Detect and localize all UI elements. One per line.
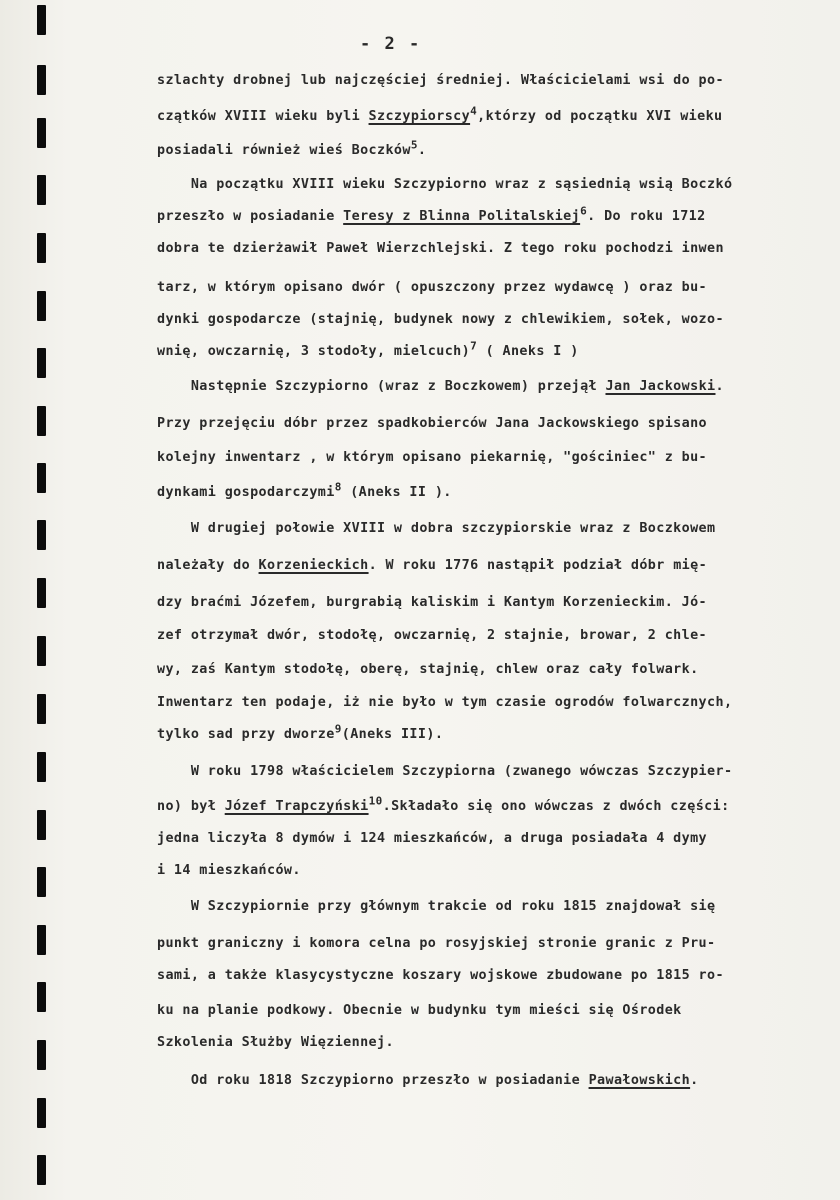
- text-line: [157, 104, 723, 126]
- page-number: - 2 -: [360, 34, 422, 54]
- text-run: punkt graniczny i komora celna po rosyjskiej stronie granic z Pru-: [157, 936, 716, 951]
- text-run: Na początku XVIII wieku Szczypiorno wraz z sąsiednią wsią Boczkó: [157, 177, 733, 192]
- text-run: wnię, owczarnię, 3 stodoły, mielcuch): [157, 344, 471, 359]
- underlined-name: Korzenieckich: [258, 558, 369, 573]
- binding-hole: [37, 578, 46, 608]
- text-line: [157, 862, 301, 880]
- text-line: [157, 279, 707, 297]
- text-line: [157, 627, 707, 645]
- text-line: [157, 480, 452, 502]
- text-run: .: [690, 1073, 699, 1088]
- text-line: [157, 722, 444, 744]
- text-run: sami, a także klasycystyczne koszary wojskowe zbudowane po 1815 ro-: [157, 968, 724, 983]
- text-run: Szkolenia Służby Więziennej.: [157, 1035, 394, 1050]
- binding-hole: [37, 1098, 46, 1128]
- text-line: [157, 661, 699, 679]
- binding-hole: [37, 65, 46, 95]
- text-run: .: [417, 143, 427, 158]
- text-run: W roku 1798 właścicielem Szczypiorna (zwanego wówczas Szczypier-: [157, 764, 733, 779]
- text-run: szlachty drobnej lub najczęściej średniej. Właścicielami wsi do po-: [157, 73, 724, 88]
- underlined-name: Teresy z Blinna Politalskiej: [343, 209, 581, 224]
- text-line: [157, 830, 707, 848]
- binding-hole: [37, 463, 46, 493]
- binding-hole: [37, 348, 46, 378]
- text-line: [157, 1002, 682, 1020]
- text-line: [157, 138, 427, 160]
- binding-hole: [37, 406, 46, 436]
- text-line: [157, 794, 730, 816]
- footnote-marker: 10: [368, 794, 383, 808]
- binding-hole: [37, 520, 46, 550]
- text-run: dynkami gospodarczymi: [157, 485, 335, 500]
- text-run: zef otrzymał dwór, stodołę, owczarnię, 2 stajnie, browar, 2 chle-: [157, 628, 708, 643]
- underlined-name: Szczypiorscy: [368, 109, 471, 124]
- text-run: .Składało się ono wówczas z dwóch części:: [382, 799, 730, 814]
- binding-hole: [37, 810, 46, 840]
- text-run: dynki gospodarcze (stajnię, budynek nowy z chlewikiem, sołek, wozo-: [157, 312, 724, 327]
- text-run: W Szczypiornie przy głównym trakcie od roku 1815 znajdował się: [157, 899, 716, 914]
- text-run: ( Aneks I ): [477, 344, 579, 359]
- text-run: W drugiej połowie XVIII w dobra szczypiorskie wraz z Boczkowem: [157, 521, 716, 536]
- text-line: [157, 339, 579, 361]
- binding-hole: [37, 1040, 46, 1070]
- footnote-marker: 8: [334, 480, 342, 494]
- text-run: dzy braćmi Józefem, burgrabią kaliskim i Kantym Korzenieckim. Jó-: [157, 595, 708, 610]
- text-run: Następnie Szczypiorno (wraz z Boczkowem) przejął: [157, 379, 606, 394]
- text-run: dobra te dzierżawił Paweł Wierzchlejski. Z tego roku pochodzi inwen: [157, 241, 724, 256]
- text-run: (Aneks III).: [341, 727, 444, 742]
- text-line: [157, 898, 715, 916]
- binding-hole: [37, 867, 46, 897]
- binding-hole: [37, 175, 46, 205]
- text-line: [157, 1072, 699, 1090]
- binding-hole: [37, 5, 46, 35]
- text-line: [157, 204, 706, 226]
- text-line: [157, 311, 724, 329]
- binding-hole: [37, 752, 46, 782]
- text-run: i 14 mieszkańców.: [157, 863, 301, 878]
- text-line: [157, 176, 732, 194]
- text-line: [157, 557, 707, 575]
- text-line: [157, 378, 724, 396]
- text-run: . Do roku 1712: [587, 209, 706, 224]
- text-run: (Aneks II ).: [341, 485, 452, 500]
- text-line: [157, 1034, 394, 1052]
- text-run: no) był: [157, 799, 225, 814]
- text-line: [157, 694, 732, 712]
- binding-hole: [37, 291, 46, 321]
- text-line: [157, 72, 724, 90]
- text-run: kolejny inwentarz , w którym opisano piekarnię, "gościniec" z bu-: [157, 450, 708, 465]
- text-line: [157, 594, 707, 612]
- underlined-name: Jan Jackowski: [605, 379, 716, 394]
- text-run: .: [715, 379, 724, 394]
- binding-hole: [37, 636, 46, 666]
- binding-hole: [37, 233, 46, 263]
- text-line: [157, 520, 715, 538]
- text-line: [157, 763, 732, 781]
- footnote-marker: 7: [470, 339, 478, 353]
- underlined-name: Pawałowskich: [588, 1073, 691, 1088]
- binding-hole: [37, 694, 46, 724]
- text-line: [157, 967, 724, 985]
- text-run: posiadali również wieś Boczków: [157, 143, 411, 158]
- text-run: ku na planie podkowy. Obecnie w budynku tym mieści się Ośrodek: [157, 1003, 682, 1018]
- binding-hole: [37, 925, 46, 955]
- underlined-name: Józef Trapczyński: [224, 799, 369, 814]
- text-run: Przy przejęciu dóbr przez spadkobierców Jana Jackowskiego spisano: [157, 416, 708, 431]
- text-line: [157, 935, 715, 953]
- text-run: przeszło w posiadanie: [157, 209, 344, 224]
- text-run: należały do: [157, 558, 259, 573]
- text-run: jedna liczyła 8 dymów i 124 mieszkańców, a druga posiadała 4 dymy: [157, 831, 708, 846]
- footnote-marker: 6: [580, 204, 588, 218]
- binding-hole: [37, 118, 46, 148]
- footnote-marker: 5: [410, 138, 418, 152]
- text-run: . W roku 1776 nastąpił podział dóbr mię-: [368, 558, 708, 573]
- binding-hole: [37, 1155, 46, 1185]
- footnote-marker: 4: [470, 104, 478, 118]
- text-run: czątków XVIII wieku byli: [157, 109, 369, 124]
- text-run: tarz, w którym opisano dwór ( opuszczony przez wydawcę ) oraz bu-: [157, 280, 708, 295]
- binding-hole: [37, 982, 46, 1012]
- text-run: wy, zaś Kantym stodołę, oberę, stajnię, chlew oraz cały folwark.: [157, 662, 699, 677]
- text-run: Inwentarz ten podaje, iż nie było w tym czasie ogrodów folwarcznych,: [157, 695, 733, 710]
- text-run: ,którzy od początku XVI wieku: [477, 109, 723, 124]
- text-run: Od roku 1818 Szczypiorno przeszło w posiadanie: [157, 1073, 589, 1088]
- text-line: [157, 449, 707, 467]
- text-line: [157, 240, 724, 258]
- footnote-marker: 9: [334, 722, 342, 736]
- text-run: tylko sad przy dworze: [157, 727, 335, 742]
- text-line: [157, 415, 707, 433]
